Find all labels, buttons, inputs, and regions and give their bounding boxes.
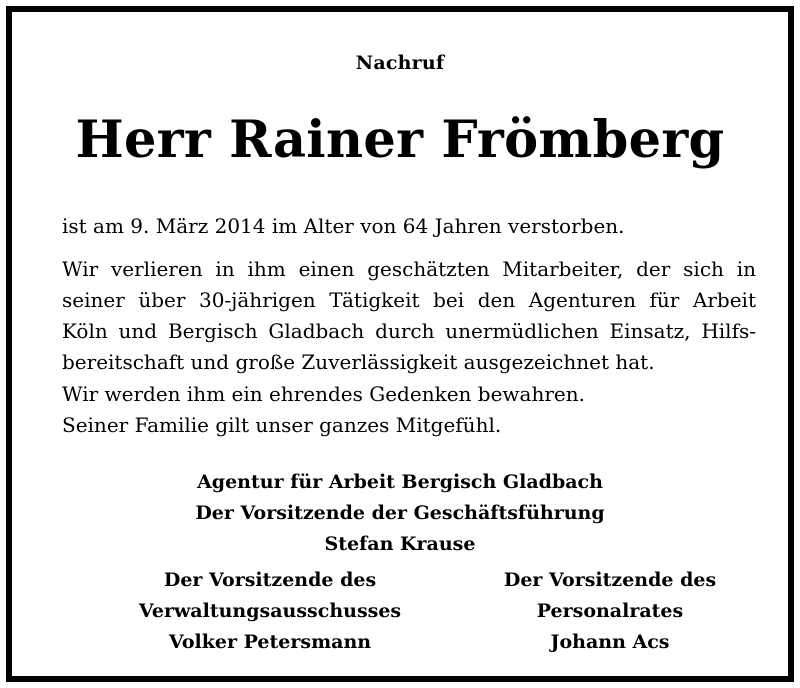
- paragraph-tribute: [62, 254, 756, 378]
- paragraph-line: ist am 9. März 2014 im Alter von 64 Jahren verstorben.: [62, 214, 625, 238]
- paragraph-line: Wir werden ihm ein ehrendes Gedenken bewahren.: [62, 382, 585, 406]
- paragraph-line: Seiner Familie gilt unser ganzes Mitgefühl.: [62, 413, 502, 437]
- signature-committee: Personalrates: [536, 600, 684, 622]
- signature-role: Der Vorsitzende der Geschäftsführung: [195, 502, 605, 524]
- paragraph-line: bereitschaft und große Zuverlässigkeit ausgezeichnet hat.: [62, 350, 655, 374]
- main-signature-block: [12, 467, 788, 560]
- signature-role: Der Vorsitzende des: [163, 569, 377, 591]
- paragraph-condolence: [62, 379, 756, 441]
- deceased-name: Herr Rainer Frömberg: [75, 110, 725, 170]
- signature-person: Volker Petersmann: [168, 631, 372, 653]
- paragraph-line: Köln und Bergisch Gladbach durch unermüdlichen Einsatz, Hilfs-: [62, 319, 756, 343]
- paragraph-line: Wir verlieren in ihm einen geschätzten Mitarbeiter, der sich in: [62, 257, 756, 281]
- notice-kicker: Nachruf: [355, 52, 445, 74]
- right-signature-block: [450, 565, 770, 658]
- signature-committee: Verwaltungsausschusses: [138, 600, 402, 622]
- paragraph-line: seiner über 30-jährigen Tätigkeit bei den Agenturen für Arbeit: [62, 288, 756, 312]
- signature-organization: Agentur für Arbeit Bergisch Gladbach: [197, 471, 603, 493]
- left-signature-block: [110, 565, 430, 658]
- paragraph-death-notice: [62, 211, 756, 242]
- signature-role: Der Vorsitzende des: [503, 569, 717, 591]
- obituary-frame: [6, 6, 794, 682]
- signature-person: Stefan Krause: [324, 533, 476, 555]
- signature-person: Johann Acs: [550, 631, 670, 653]
